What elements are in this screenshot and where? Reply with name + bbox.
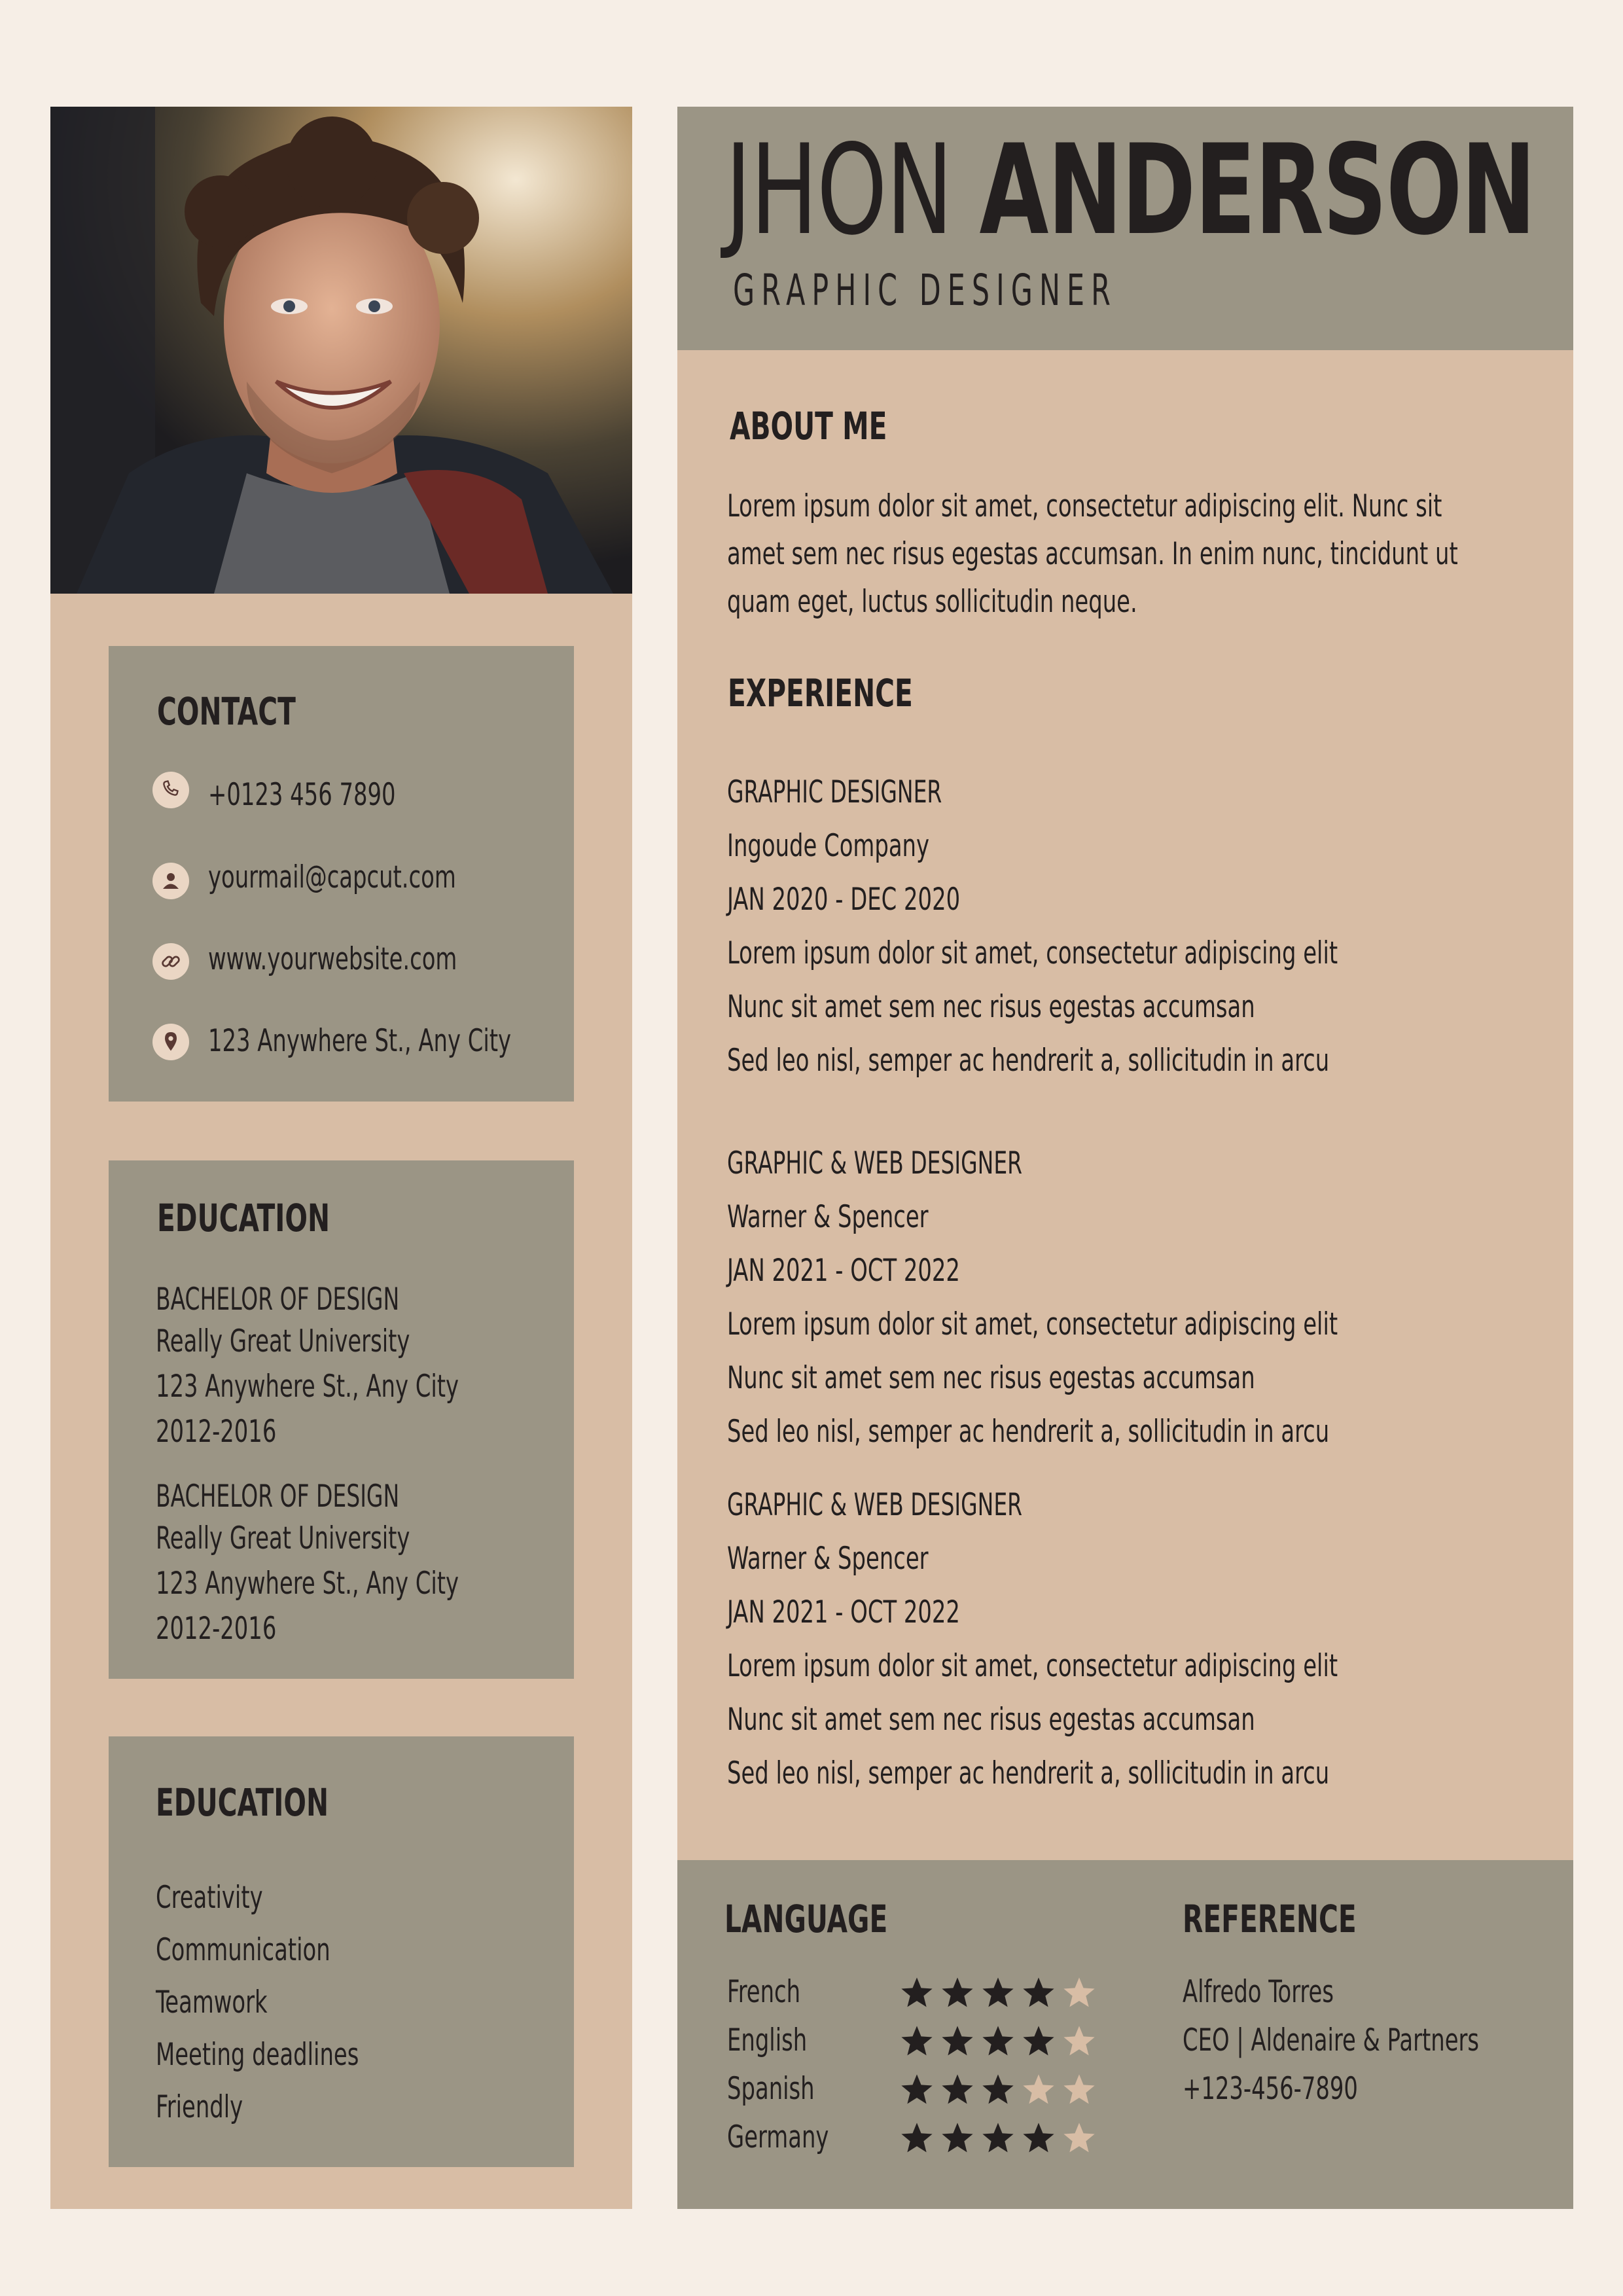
- contact-website: www.yourwebsite.com: [208, 941, 457, 977]
- job-company: Warner & Spencer: [727, 1199, 929, 1235]
- job-title: GRAPHIC & WEB DESIGNER: [727, 1145, 1023, 1181]
- skill-item: Creativity: [156, 1880, 263, 1916]
- star-filled-icon: [940, 2121, 975, 2156]
- star-filled-icon: [980, 2072, 1016, 2108]
- first-name: JHON: [725, 118, 952, 262]
- language-name: English: [727, 2022, 808, 2058]
- job-dates: JAN 2021 - OCT 2022: [727, 1594, 960, 1630]
- profile-photo: [50, 107, 632, 594]
- job-company: Warner & Spencer: [727, 1541, 929, 1577]
- contact-phone: +0123 456 7890: [208, 777, 396, 813]
- candidate-name: [725, 118, 1535, 262]
- reference-position: CEO | Aldenaire & Partners: [1183, 2022, 1480, 2058]
- skill-item: Communication: [156, 1932, 330, 1968]
- job-description-line: Lorem ipsum dolor sit amet, consectetur adipiscing elit: [727, 1306, 1338, 1342]
- job-company: Ingoude Company: [727, 828, 930, 864]
- job-description-line: Lorem ipsum dolor sit amet, consectetur adipiscing elit: [727, 935, 1338, 971]
- reference-phone: +123-456-7890: [1183, 2071, 1358, 2107]
- reference-heading: REFERENCE: [1183, 1897, 1357, 1941]
- star-filled-icon: [940, 1975, 975, 2011]
- star-filled-icon: [940, 2024, 975, 2059]
- experience-heading: EXPERIENCE: [728, 671, 913, 715]
- star-filled-icon: [899, 2121, 935, 2156]
- job-title: GRAPHIC DESIGNER: [733, 265, 1117, 315]
- about-heading: ABOUT ME: [730, 404, 887, 448]
- skill-item: Friendly: [156, 2089, 243, 2125]
- job-description-line: Nunc sit amet sem nec risus egestas accumsan: [727, 989, 1255, 1025]
- job-description-line: Lorem ipsum dolor sit amet, consectetur adipiscing elit: [727, 1648, 1338, 1684]
- skill-item: Teamwork: [156, 1984, 268, 2020]
- education-address: 123 Anywhere St., Any City: [156, 1369, 459, 1405]
- reference-name: Alfredo Torres: [1183, 1974, 1334, 2010]
- star-empty-icon: [1061, 2024, 1097, 2059]
- star-filled-icon: [940, 2072, 975, 2108]
- language-rating: [899, 1975, 1097, 2011]
- education-years: 2012-2016: [156, 1414, 277, 1450]
- star-filled-icon: [980, 2024, 1016, 2059]
- star-filled-icon: [1021, 2024, 1056, 2059]
- language-rating: [899, 2072, 1097, 2108]
- job-title: GRAPHIC DESIGNER: [727, 774, 942, 810]
- star-empty-icon: [1061, 1975, 1097, 2011]
- job-description-line: Sed leo nisl, semper ac hendrerit a, sollicitudin in arcu: [727, 1414, 1330, 1450]
- star-filled-icon: [980, 1975, 1016, 2011]
- star-empty-icon: [1061, 2072, 1097, 2108]
- contact-address: 123 Anywhere St., Any City: [208, 1023, 512, 1059]
- portrait-image: [50, 107, 632, 594]
- language-name: Spanish: [727, 2071, 815, 2107]
- language-name: Germany: [727, 2119, 829, 2155]
- education-degree: BACHELOR OF DESIGN: [156, 1282, 400, 1318]
- star-empty-icon: [1021, 2072, 1056, 2108]
- skills-heading: EDUCATION: [156, 1780, 329, 1825]
- education-heading: EDUCATION: [157, 1196, 330, 1240]
- education-school: Really Great University: [156, 1520, 410, 1556]
- phone-icon: [152, 772, 189, 808]
- about-text-line: Lorem ipsum dolor sit amet, consectetur adipiscing elit. Nunc sit: [727, 488, 1442, 524]
- job-dates: JAN 2021 - OCT 2022: [727, 1253, 960, 1289]
- skill-item: Meeting deadlines: [156, 2037, 359, 2073]
- star-filled-icon: [899, 1975, 935, 2011]
- job-dates: JAN 2020 - DEC 2020: [727, 882, 961, 918]
- education-degree: BACHELOR OF DESIGN: [156, 1479, 400, 1515]
- education-school: Really Great University: [156, 1323, 410, 1359]
- language-name: French: [727, 1974, 801, 2010]
- star-filled-icon: [899, 2024, 935, 2059]
- star-filled-icon: [1021, 1975, 1056, 2011]
- last-name: ANDERSON: [979, 118, 1535, 262]
- star-filled-icon: [1021, 2121, 1056, 2156]
- education-address: 123 Anywhere St., Any City: [156, 1566, 459, 1602]
- link-icon: [152, 943, 189, 980]
- language-heading: LANGUAGE: [724, 1897, 888, 1941]
- language-rating: [899, 2024, 1097, 2059]
- about-text-line: amet sem nec risus egestas accumsan. In enim nunc, tincidunt ut: [727, 536, 1458, 572]
- job-description-line: Sed leo nisl, semper ac hendrerit a, sollicitudin in arcu: [727, 1043, 1330, 1079]
- star-empty-icon: [1061, 2121, 1097, 2156]
- contact-email: yourmail@capcut.com: [208, 859, 456, 895]
- star-filled-icon: [899, 2072, 935, 2108]
- job-description-line: Sed leo nisl, semper ac hendrerit a, sollicitudin in arcu: [727, 1755, 1330, 1791]
- job-description-line: Nunc sit amet sem nec risus egestas accumsan: [727, 1360, 1255, 1396]
- job-description-line: Nunc sit amet sem nec risus egestas accumsan: [727, 1702, 1255, 1738]
- education-years: 2012-2016: [156, 1611, 277, 1647]
- star-filled-icon: [980, 2121, 1016, 2156]
- contact-heading: CONTACT: [157, 689, 296, 734]
- user-icon: [152, 863, 189, 899]
- job-title: GRAPHIC & WEB DESIGNER: [727, 1487, 1023, 1523]
- about-text-line: quam eget, luctus sollicitudin neque.: [727, 584, 1137, 620]
- location-pin-icon: [152, 1024, 189, 1060]
- language-rating: [899, 2121, 1097, 2156]
